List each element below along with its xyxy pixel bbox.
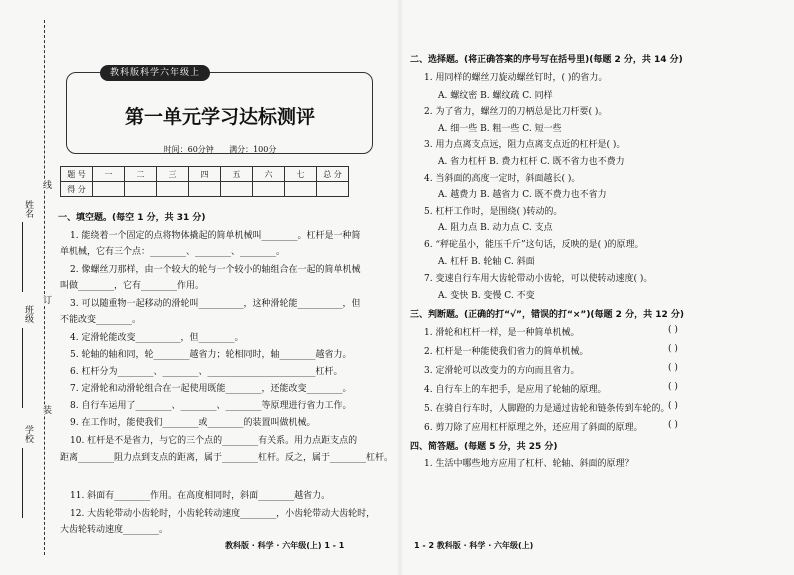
score-cell: 题 号 <box>61 167 93 182</box>
page-title: 第一单元学习达标测评 <box>124 106 315 128</box>
question-line: 4. 定滑轮能改变__________，但________。 <box>70 333 244 343</box>
question-line: 1. 生活中哪些地方应用了杠杆、轮轴、斜面的原理？ <box>424 459 634 469</box>
time-label: 时间：60分钟 <box>163 145 214 154</box>
score-input-cell[interactable] <box>317 182 349 197</box>
school-label: 学校 <box>23 425 33 443</box>
question-line: 12. 大齿轮带动小齿轮时，小齿轮转动速度________，小齿轮带动大齿轮时， <box>70 509 376 519</box>
question-line: 3. 可以随重物一起移动的滑轮叫__________，这种滑轮能__________，但 <box>70 299 361 309</box>
question-line: 10. 杠杆是不是省力，与它的三个点的________有关系。用力点距支点的 <box>70 436 358 446</box>
score-row-label: 得 分 <box>61 182 93 197</box>
score-input-cell[interactable] <box>253 182 285 197</box>
score-table <box>60 166 349 197</box>
score-cell: 七 <box>285 167 317 182</box>
question-line: 11. 斜面有________作用。在高度相同时，斜面________越省力。 <box>70 491 331 501</box>
score-input-cell[interactable] <box>125 182 157 197</box>
question-line: 5. 在骑自行车时，人脚蹬的力是通过齿轮和链条传到车轮的。 <box>424 404 670 414</box>
question-line: 1. 能绕着一个固定的点将物体撬起的简单机械叫________。杠杆是一种简 <box>70 231 361 241</box>
option-line: A. 杠杆 B. 轮轴 C. 斜面 <box>438 257 535 267</box>
score-input-cell[interactable] <box>93 182 125 197</box>
option-line: A. 省力杠杆 B. 费力杠杆 C. 既不省力也不费力 <box>438 157 625 167</box>
question-line: 5. 杠杆工作时，是围绕( )转动的。 <box>424 207 563 217</box>
question-line: 3. 定滑轮可以改变力的方向而且省力。 <box>424 366 580 376</box>
question-line: 1. 滑轮和杠杆一样，是一种简单机械。 <box>424 328 580 338</box>
question-line: 4. 自行车上的车把手，是应用了轮轴的原理。 <box>424 385 607 395</box>
question-line: 单机械，它有三个点：________、________、________。 <box>60 247 286 257</box>
score-table-score-row <box>61 182 349 197</box>
name-blank <box>22 222 23 292</box>
question-line: 3. 用力点离支点远，阻力点离支点近的杠杆是( )。 <box>424 140 626 150</box>
header-badge: 教科版科学六年级上 <box>100 65 210 81</box>
answer-paren[interactable]: ( ) <box>668 325 678 335</box>
left-page <box>60 0 395 575</box>
question-line: 2. 像螺丝刀那样，由一个较大的轮与一个较小的轴组合在一起的简单机械 <box>70 265 361 275</box>
binding-margin <box>0 0 60 575</box>
option-line: A. 变快 B. 变慢 C. 不变 <box>438 291 535 301</box>
question-line: 2. 杠杆是一种能使我们省力的简单机械。 <box>424 347 589 357</box>
class-blank <box>22 328 23 408</box>
binding-mark-1: 线 <box>41 180 51 189</box>
question-line: 8. 自行车运用了________、________、________等原理进行省力工作。 <box>70 401 352 411</box>
score-cell: 四 <box>189 167 221 182</box>
score-cell: 总 分 <box>317 167 349 182</box>
score-input-cell[interactable] <box>157 182 189 197</box>
question-line: 6. 剪刀除了应用杠杆原理之外，还应用了斜面的原理。 <box>424 423 643 433</box>
binding-mark-3: 装 <box>41 405 51 414</box>
score-input-cell[interactable] <box>221 182 253 197</box>
question-line: 距离________阻力点到支点的距离，属于________杠杆。反之，属于________杠杆。 <box>60 453 394 463</box>
score-table-header-row <box>61 167 349 182</box>
answer-paren[interactable]: ( ) <box>668 420 678 430</box>
question-line: 9. 在工作时，能使我们________或________的装置叫做机械。 <box>70 418 316 428</box>
score-cell: 三 <box>157 167 189 182</box>
answer-paren[interactable]: ( ) <box>668 363 678 373</box>
answer-paren[interactable]: ( ) <box>668 344 678 354</box>
question-line: 6. 杠杆分为________、________、________________________杠杆。 <box>70 367 343 377</box>
question-line: 5. 轮轴的轴和同，轮________越省力；轮相同时，轴________越省力。 <box>70 350 352 360</box>
score-cell: 六 <box>253 167 285 182</box>
answer-paren[interactable]: ( ) <box>668 382 678 392</box>
school-blank <box>22 448 23 518</box>
question-line: 7. 定滑轮和动滑轮组合在一起使用既能________，还能改变________。 <box>70 384 352 394</box>
exam-meta <box>60 144 380 155</box>
score-cell: 一 <box>93 167 125 182</box>
question-line: 7. 变速自行车用大齿轮带动小齿轮，可以使转动速度( )。 <box>424 274 653 284</box>
score-cell: 五 <box>221 167 253 182</box>
binding-mark-2: 订 <box>41 295 51 304</box>
question-line: 2. 为了省力，螺丝刀的刀柄总是比刀杆要( )。 <box>424 107 608 117</box>
question-line: 叫做________，它有________作用。 <box>60 281 205 291</box>
section-choice-title: 二、选择题。(将正确答案的序号写在括号里)(每题 2 分，共 14 分) <box>410 55 683 65</box>
page-fold <box>398 0 402 575</box>
score-input-cell[interactable] <box>285 182 317 197</box>
full-score-label: 满分：100分 <box>229 145 277 154</box>
question-line: 1. 用同样的螺丝刀旋动螺丝钉时，( )的省力。 <box>424 73 608 83</box>
score-cell: 二 <box>125 167 157 182</box>
answer-paren[interactable]: ( ) <box>668 401 678 411</box>
option-line: A. 阻力点 B. 动力点 C. 支点 <box>438 223 553 233</box>
option-line: A. 细一些 B. 粗一些 C. 短一些 <box>438 124 562 134</box>
name-label: 姓名 <box>23 200 33 218</box>
option-line: A. 越费力 B. 越省力 C. 既不费力也不省力 <box>438 190 607 200</box>
section-fill-blank-title: 一、填空题。(每空 1 分，共 31 分) <box>58 213 206 223</box>
class-label: 班级 <box>23 305 33 323</box>
question-line: 6. “秤砣虽小，能压千斤”这句话，反映的是( )的原理。 <box>424 240 644 250</box>
question-line: 4. 当斜面的高度一定时，斜面越长( )。 <box>424 174 581 184</box>
question-line: 大齿轮转动速度________。 <box>60 525 169 535</box>
right-page-footer: 1 - 2 教科版 · 科学 · 六年级(上) <box>414 541 534 550</box>
option-line: A. 螺纹密 B. 螺纹疏 C. 同样 <box>438 91 553 101</box>
binding-dashed-line <box>44 20 45 555</box>
right-page <box>410 0 790 575</box>
score-input-cell[interactable] <box>189 182 221 197</box>
question-line: 不能改变________。 <box>60 315 142 325</box>
section-short-answer-title: 四、简答题。(每题 5 分，共 25 分) <box>410 442 558 452</box>
left-page-footer: 教科版 · 科学 · 六年级(上) 1 - 1 <box>225 541 345 550</box>
section-judge-title: 三、判断题。(正确的打“√”，错误的打“×”)(每题 2 分，共 12 分) <box>410 310 684 320</box>
